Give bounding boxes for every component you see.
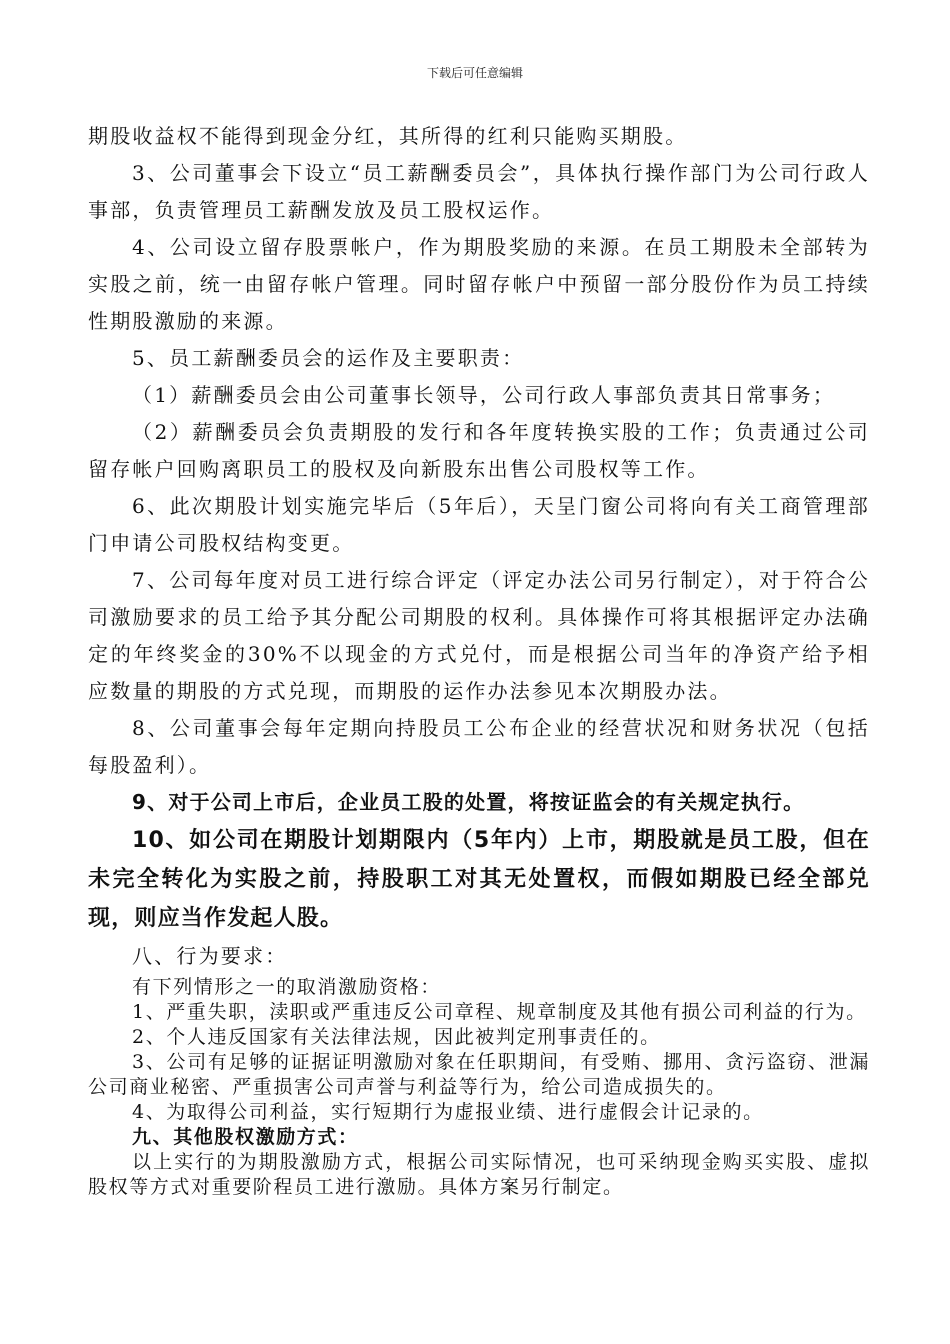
paragraph: 7、公司每年度对员工进行综合评定（评定办法公司另行制定），对于符合公司激励要求的员工给予其分配公司期股的权利。具体操作可将其根据评定办法确定的年终奖金的30%不以现金的方式兑付，而是根据公司当年的净资产给予相应数量的期股的方式兑现，而期股的运作办法参见本次期股办法。 [88,568,870,703]
section-heading: 九、其他股权激励方式： [132,1126,359,1148]
bold-paragraph: 10、如公司在期股计划期限内（5年内）上市，期股就是员工股，但在未完全转化为实股之前，持股职工对其无处置权，而假如期股已经全部兑现，则应当作发起人股。 [88,828,870,931]
document-body [88,118,870,1200]
section-heading: 八、行为要求： [132,944,288,968]
page-header: 下载后可任意编辑 [426,66,523,80]
paragraph: 6、此次期股计划实施完毕后（5年后），天呈门窗公司将向有关工商管理部门申请公司股权结构变更。 [88,494,870,555]
paragraph: （1）薪酬委员会由公司董事长领导，公司行政人事部负责其日常事务； [132,383,836,407]
bold-paragraph: 9、对于公司上市后，企业员工股的处置，将按证监会的有关规定执行。 [132,790,805,814]
paragraph: （2）薪酬委员会负责期股的发行和各年度转换实股的工作；负责通过公司留存帐户回购离职员工的股权及向新股东出售公司股权等工作。 [88,420,870,481]
paragraph: 8、公司董事会每年定期向持股员工公布企业的经营状况和财务状况（包括每股盈利）。 [88,716,870,777]
paragraph: 5、员工薪酬委员会的运作及主要职责： [132,346,525,370]
list-item: 1、严重失职，渎职或严重违反公司章程、规章制度及其他有损公司利益的行为。 [132,1001,867,1023]
list-item: 3、公司有足够的证据证明激励对象在任职期间，有受贿、挪用、贪污盗窃、泄漏公司商业秘密、严重损害公司声誉与利益等行为，给公司造成损失的。 [88,1051,870,1098]
paragraph: 期股收益权不能得到现金分红，其所得的红利只能购买期股。 [88,124,688,148]
paragraph: 有下列情形之一的取消激励资格： [132,976,442,998]
list-item: 2、个人违反国家有关法律法规，因此被判定刑事责任的。 [132,1026,661,1048]
paragraph: 以上实行的为期股激励方式，根据公司实际情况，也可采纳现金购买实股、虚拟股权等方式对重要阶程员工进行激励。具体方案另行制定。 [88,1151,870,1198]
paragraph: 3、公司董事会下设立“员工薪酬委员会”，具体执行操作部门为公司行政人事部，负责管理员工薪酬发放及员工股权运作。 [88,161,870,222]
paragraph: 4、公司设立留存股票帐户，作为期股奖励的来源。在员工期股未全部转为实股之前，统一由留存帐户管理。同时留存帐户中预留一部分股份作为员工持续性期股激励的来源。 [88,235,870,333]
list-item: 4、为取得公司利益，实行短期行为虚报业绩、进行虚假会计记录的。 [132,1101,764,1123]
